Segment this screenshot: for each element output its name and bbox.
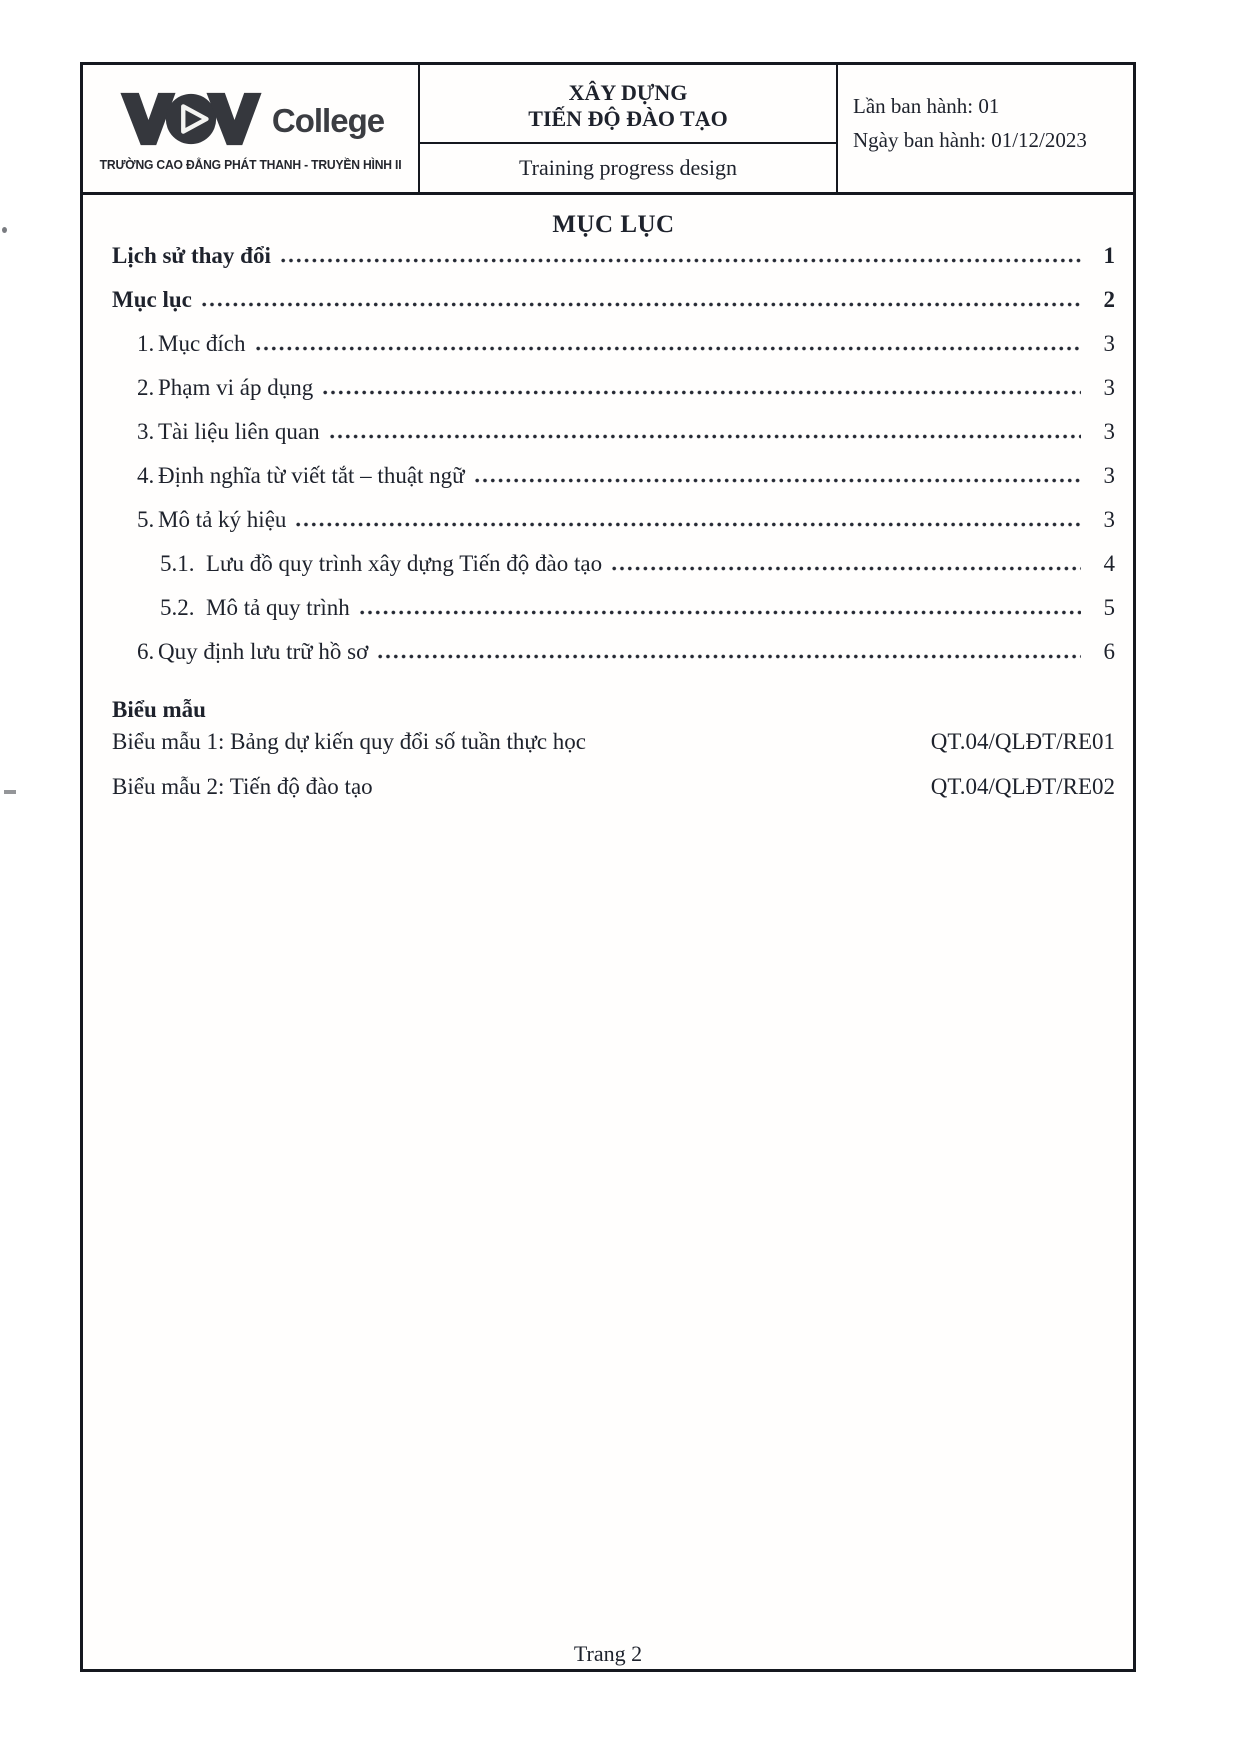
toc-entry-page: 3 [1103,419,1115,444]
toc-entry-label: Lịch sử thay đổi [112,243,271,268]
page-border-frame [80,62,1136,1672]
toc-title: MỤC LỤC [552,211,675,238]
toc-row [112,243,1115,287]
dotted-leader [202,302,1081,307]
toc-row [137,639,1115,683]
document-title-line1: XÂY DỰNG [568,80,688,105]
logo [117,90,384,153]
dotted-leader [612,566,1081,571]
document-header [83,65,1133,195]
document-title [420,65,836,144]
toc-row [160,551,1115,595]
issue-info-cell [838,65,1133,192]
toc-row [112,287,1115,331]
document-title-line2: TIẾN ĐỘ ĐÀO TẠO [528,106,728,131]
toc-entry-label: Tài liệu liên quan [158,419,320,444]
logo-tagline: TRƯỜNG CAO ĐẲNG PHÁT THANH - TRUYỀN HÌNH II [99,157,402,172]
dotted-leader [475,478,1081,483]
toc-entry-label: Mô tả ký hiệu [158,507,287,532]
toc-entry-page: 5 [1103,595,1115,620]
dotted-leader [281,258,1081,263]
dotted-leader [378,654,1081,659]
toc-entry-number: 6. [137,639,155,664]
toc-entry-label: Mục đích [158,331,246,356]
toc-row [137,507,1115,551]
toc-row [137,331,1115,375]
toc-entry-page: 3 [1103,331,1115,356]
form-label: Biểu mẫu 1: Bảng dự kiến quy đổi số tuần thực học [112,729,587,754]
toc-entry-number: 1. [137,331,155,356]
table-of-contents [83,211,1133,819]
dotted-leader [360,610,1081,615]
toc-entry-page: 3 [1103,375,1115,400]
toc-row [160,595,1115,639]
dotted-leader [256,346,1081,351]
scan-artifact-dash [4,790,16,794]
toc-row [137,375,1115,419]
toc-entry-label: Mô tả quy trình [206,595,350,620]
forms-list [112,729,1115,819]
issue-date: Ngày ban hành: 01/12/2023 [853,128,1087,152]
toc-entry-page: 6 [1103,639,1115,664]
revision-number: Lần ban hành: 01 [853,94,1000,118]
toc-entry-page: 3 [1103,507,1115,532]
logo-college-text: College [271,102,385,139]
form-label: Biểu mẫu 2: Tiến độ đào tạo [112,774,373,799]
vov-logo-icon [117,90,265,153]
forms-heading: Biểu mẫu [112,697,206,722]
toc-row [137,463,1115,507]
toc-entry-label: Mục lục [112,287,192,312]
toc-entry-label: Lưu đồ quy trình xây dựng Tiến độ đào tạo [206,551,603,576]
toc-entry-number: 5.1. [160,551,195,576]
document-subtitle: Training progress design [519,155,737,180]
logo-cell [83,65,420,192]
form-row [112,729,1115,774]
toc-entry-label: Quy định lưu trữ hồ sơ [158,639,369,664]
toc-entry-page: 4 [1103,551,1115,576]
form-code: QT.04/QLĐT/RE02 [930,774,1115,799]
dotted-leader [330,434,1081,439]
toc-entry-number: 4. [137,463,155,488]
dotted-leader [296,522,1081,527]
toc-row [137,419,1115,463]
toc-entry-page: 1 [1103,243,1115,268]
form-row [112,774,1115,819]
toc-entry-page: 2 [1103,287,1115,312]
page-footer: Trang 2 [573,1641,643,1666]
dotted-leader [323,390,1081,395]
scan-artifact-dot [2,227,7,233]
form-code: QT.04/QLĐT/RE01 [930,729,1115,754]
toc-entry-number: 2. [137,375,155,400]
toc-entry-label: Phạm vi áp dụng [158,375,314,400]
toc-entry-number: 5. [137,507,155,532]
toc-entries [112,243,1115,683]
toc-entry-page: 3 [1103,463,1115,488]
title-cell-group [420,65,838,192]
toc-entry-label: Định nghĩa từ viết tắt – thuật ngữ [158,463,465,488]
toc-entry-number: 3. [137,419,155,444]
toc-entry-number: 5.2. [160,595,195,620]
